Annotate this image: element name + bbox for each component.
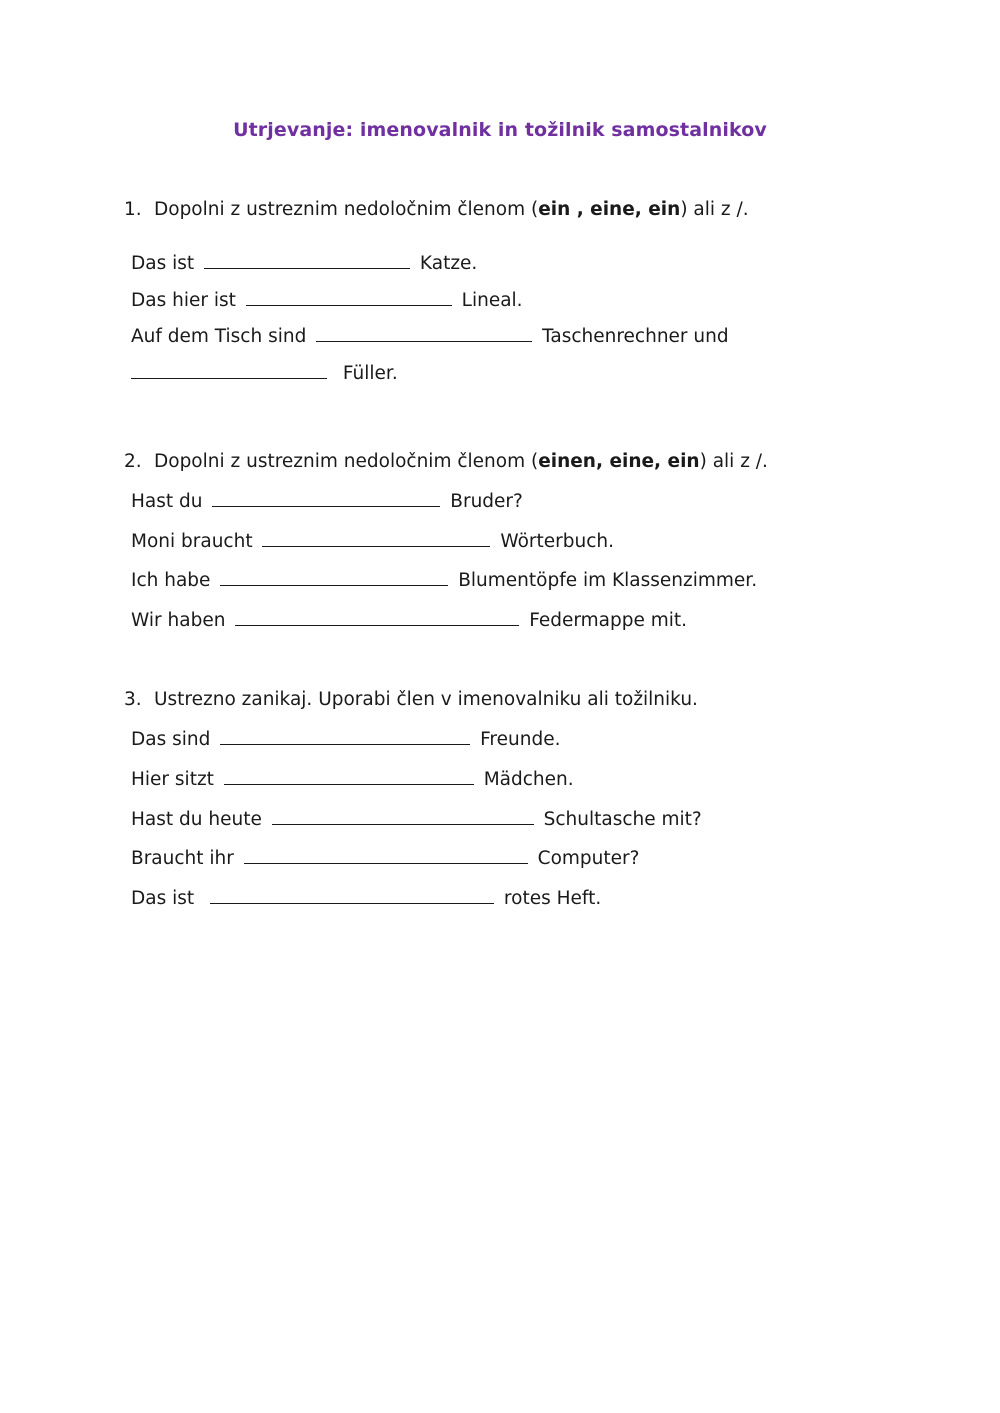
line-prefix: Wir haben [131,610,226,631]
answer-blank[interactable] [244,847,528,864]
answer-blank[interactable] [220,728,470,745]
line-suffix: Wörterbuch. [500,531,614,552]
answer-blank[interactable] [224,768,474,785]
line-prefix: Moni braucht [131,531,253,552]
exercise-3-instruction [124,689,698,710]
exercise-1-line [131,325,729,347]
exercise-1-line [131,252,477,274]
exercise-2-line [131,530,614,552]
line-prefix: Braucht ihr [131,848,234,869]
line-prefix: Hast du [131,491,203,512]
line-suffix: Federmappe mit. [529,610,688,631]
line-prefix: Ich habe [131,570,211,591]
exercise-2-instruction [124,451,768,472]
exercise-3-line [131,728,560,750]
exercise-1-number: 1. [124,199,142,220]
line-suffix: Blumentöpfe im Klassenzimmer. [458,570,758,591]
line-suffix: Lineal. [461,290,523,311]
answer-blank[interactable] [246,289,452,306]
line-suffix: Schultasche mit? [543,809,702,830]
answer-blank[interactable] [204,252,410,269]
exercise-2-line [131,569,757,591]
line-suffix: Katze. [419,253,478,274]
line-suffix: Taschenrechner und [542,326,729,347]
instruction-text: Dopolni z ustreznim nedoločnim členom ( [154,451,539,472]
line-suffix: Füller. [342,363,398,384]
instruction-articles: einen, eine, ein [538,451,700,472]
answer-blank[interactable] [131,362,327,379]
instruction-text: Dopolni z ustreznim nedoločnim členom ( [154,199,539,220]
line-suffix: Computer? [537,848,640,869]
instruction-articles: ein , eine, ein [538,199,681,220]
page-title: Utrjevanje: imenovalnik in tožilnik samostalnikov [233,119,767,141]
exercise-1-line [131,362,398,384]
exercise-2-line [131,490,523,512]
instruction-text: ) ali z /. [699,451,768,472]
line-prefix: Das ist [131,888,195,909]
line-prefix: Auf dem Tisch sind [131,326,307,347]
exercise-2-number: 2. [124,451,142,472]
answer-blank[interactable] [272,808,534,825]
line-suffix: Bruder? [450,491,523,512]
line-suffix: rotes Heft. [503,888,602,909]
line-suffix: Freunde. [480,729,561,750]
line-prefix: Hier sitzt [131,769,214,790]
exercise-2-line [131,609,687,631]
exercise-3-line [131,847,639,869]
exercise-3-line [131,768,574,790]
answer-blank[interactable] [316,325,532,342]
answer-blank[interactable] [235,609,519,626]
exercise-3-number: 3. [124,689,142,710]
answer-blank[interactable] [212,490,440,507]
answer-blank[interactable] [262,530,490,547]
exercise-1-instruction [124,199,749,220]
answer-blank[interactable] [220,569,448,586]
answer-blank[interactable] [210,887,494,904]
line-prefix: Das hier ist [131,290,236,311]
exercise-3-line [131,887,601,909]
line-prefix: Das sind [131,729,211,750]
instruction-text: ) ali z /. [680,199,749,220]
line-prefix: Hast du heute [131,809,262,830]
line-prefix: Das ist [131,253,195,274]
instruction-text: Ustrezno zanikaj. Uporabi člen v imenovalniku ali tožilniku. [154,689,698,710]
line-suffix: Mädchen. [483,769,574,790]
exercise-1-line [131,289,523,311]
exercise-3-line [131,808,702,830]
